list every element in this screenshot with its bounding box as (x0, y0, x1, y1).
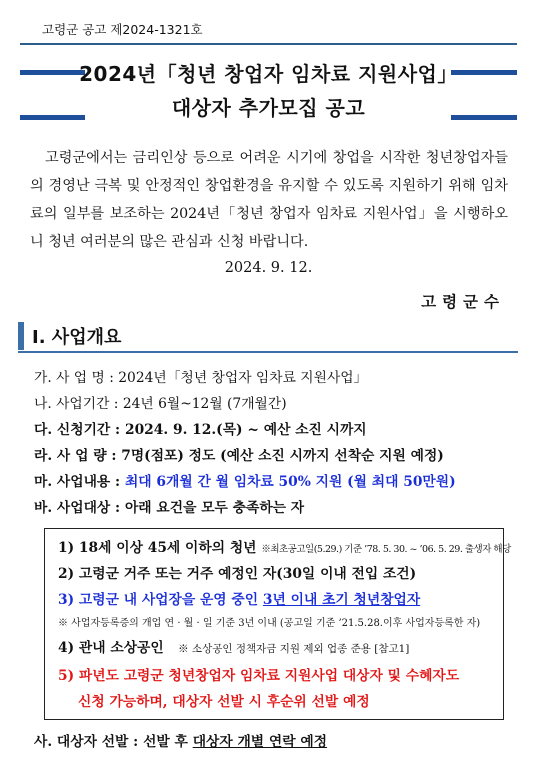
section-header (18, 322, 518, 350)
item-target (34, 496, 304, 516)
item-label: 마. 사업내용 : (34, 474, 121, 490)
item-value-emphasis: 대상자 개별 연락 예정 (192, 734, 328, 750)
notice-number: 고령군 공고 제2024-1321호 (42, 22, 203, 37)
item-value: 24년 6월~12월 (7개월간) (122, 396, 287, 412)
item-name (34, 366, 367, 386)
criteria-prior-recipient: 5) 파년도 고령군 청년창업자 임차료 지원사업 대상자 및 수혜자도 (58, 668, 460, 684)
title-line-2: 대상자 추가모집 공고 (171, 96, 366, 120)
section-underline (18, 351, 518, 353)
item-selection (34, 730, 327, 750)
item-apply-period (34, 418, 367, 438)
criteria-emphasis: 3년 이내 초기 청년창업자 (262, 592, 421, 608)
item-label: 가. 사 업 명 : (34, 370, 114, 386)
criteria-age (58, 536, 511, 556)
notice-date: 2024. 9. 12. (224, 260, 313, 276)
title-line-1: 2024년「청년 창업자 임차료 지원사업」 (79, 62, 458, 86)
item-content (34, 470, 456, 490)
item-value: 아래 요건을 모두 충족하는 자 (124, 500, 305, 516)
issuer: 고령군수 (421, 292, 505, 311)
criteria-text: 3) 고령군 내 사업장을 운영 중인 (58, 592, 263, 608)
header-divider (20, 43, 517, 45)
criteria-note: ※최초공고일(5.29.) 기준 ’78. 5. 30. ~ ’06. 5. 29. 출생자 해당 (261, 544, 511, 555)
criteria-business (58, 588, 420, 608)
item-label: 다. 신청기간 : (34, 422, 121, 438)
item-label: 사. 대상자 선발 : (34, 734, 139, 750)
section-title: Ⅰ. 사업개요 (32, 327, 122, 348)
item-label: 라. 사 업 량 : (34, 448, 117, 464)
section-bar (18, 322, 24, 350)
item-value: 선발 후 (143, 734, 193, 750)
item-label: 바. 사업대상 : (34, 500, 121, 516)
criteria-text: 1) 18세 이상 45세 이하의 청년 (58, 540, 257, 556)
item-period (34, 392, 287, 412)
item-value: 2024년「청년 창업자 임차료 지원사업」 (118, 370, 368, 386)
intro-paragraph: 고령군에서는 금리인상 등으로 어려운 시기에 창업을 시작한 청년창업자들의 경영난 극복 및 안정적인 창업환경을 유지할 수 있도록 지원하기 위해 임차료의 일부를 보조하는 2024년「청년 창업자 임차료 지원사업」을 시행하오니 청년 여러분의 많은 관심과 신청 바랍니다. (30, 150, 508, 250)
item-quantity (34, 444, 444, 464)
criteria-residence: 2) 고령군 거주 또는 거주 예정인 자(30일 이내 전입 조건) (58, 566, 417, 582)
criteria-text: 4) 관내 소상공인 (58, 640, 164, 656)
item-label: 나. 사업기간 : (34, 396, 119, 412)
criteria-prior-recipient-2: 신청 가능하며, 대상자 선발 시 후순위 선발 예정 (78, 694, 370, 710)
criteria-note: ※ 소상공인 정책자금 지원 제외 업종 준용 [참고1] (178, 643, 410, 655)
item-value: 7명(점포) 정도 (예산 소진 시까지 선착순 지원 예정) (121, 448, 444, 464)
item-value: 최대 6개월 간 월 임차료 50% 지원 (월 최대 50만원) (124, 474, 456, 490)
criteria-small-business (58, 636, 409, 656)
item-value: 2024. 9. 12.(목) ~ 예산 소진 시까지 (124, 422, 367, 438)
criteria-business-note: ※ 사업자등록증의 개업 연 · 월 · 일 기준 3년 이내 (공고일 기준 ’21.5.28.이후 사업자등록한 자) (58, 618, 481, 629)
